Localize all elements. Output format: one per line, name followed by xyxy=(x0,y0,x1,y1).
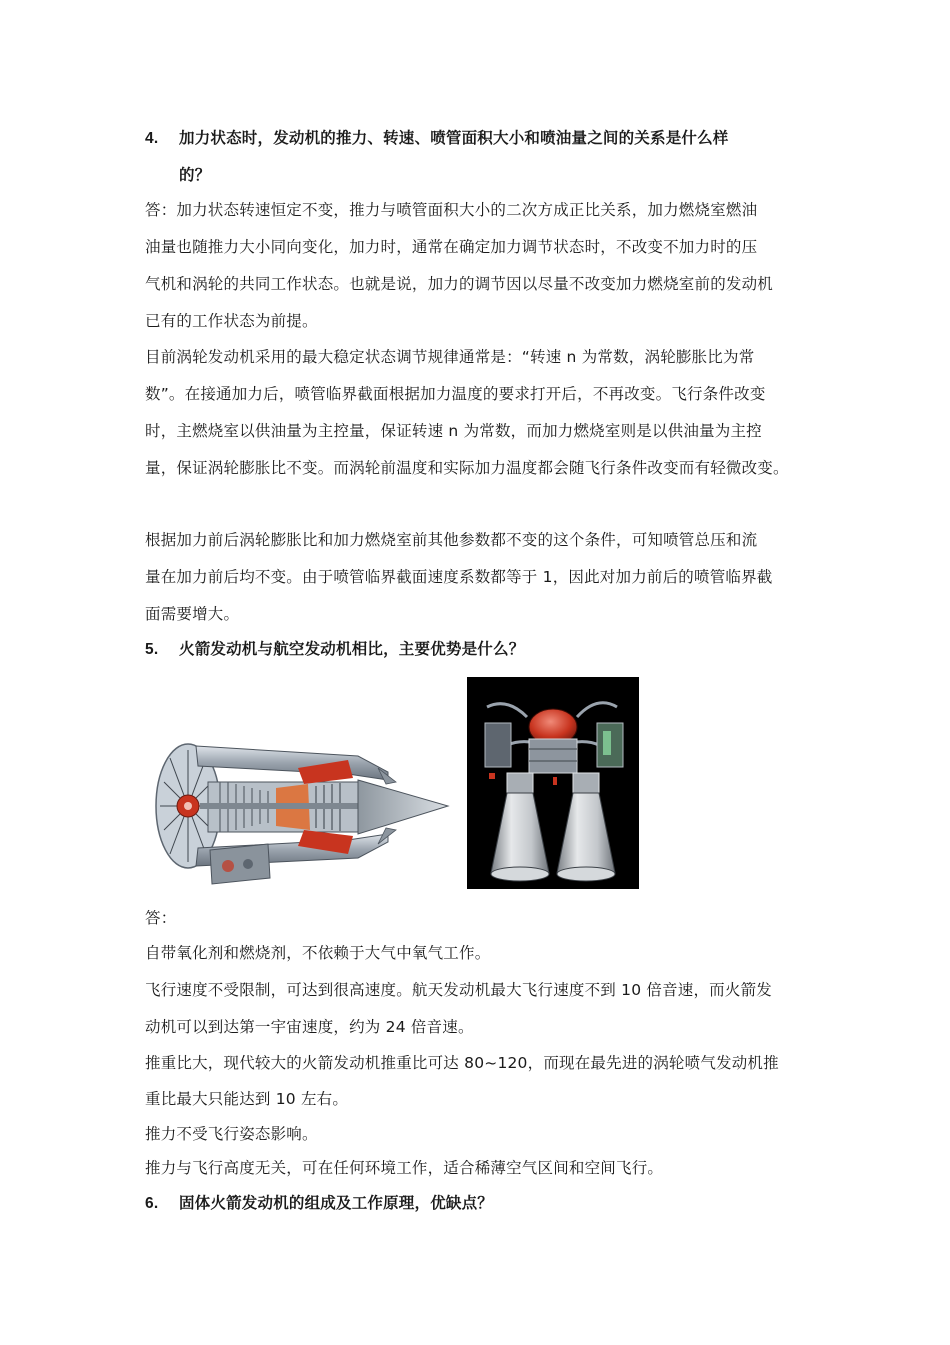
q4-answer-line: 答：加力状态转速恒定不变，推力与喷管面积大小的二次方成正比关系，加力燃烧室燃油 xyxy=(145,201,758,219)
q5-answer-line: 推力不受飞行姿态影响。 xyxy=(145,1125,318,1143)
q5-answer-line: 自带氧化剂和燃烧剂，不依赖于大气中氧气工作。 xyxy=(145,944,491,962)
q4-title-line1: 加力状态时，发动机的推力、转速、喷管面积大小和喷油量之间的关系是什么样 xyxy=(179,129,729,147)
q5-number: 5. xyxy=(145,641,159,658)
q5-answer-line: 飞行速度不受限制，可达到很高速度。航天发动机最大飞行速度不到 10 倍音速，而火箭发 xyxy=(145,981,772,999)
q4-answer-line: 量，保证涡轮膨胀比不变。而涡轮前温度和实际加力温度都会随飞行条件改变而有轻微改变。 xyxy=(145,459,789,477)
turbofan-cutaway-image xyxy=(148,738,454,890)
q4-answer-line: 目前涡轮发动机采用的最大稳定状态调节规律通常是：“转速 n 为常数，涡轮膨胀比为常 xyxy=(145,348,755,366)
q5-title: 火箭发动机与航空发动机相比，主要优势是什么？ xyxy=(179,640,525,658)
q6-number: 6. xyxy=(145,1195,159,1212)
turbofan-illustration xyxy=(148,738,454,890)
q4-answer-line: 根据加力前后涡轮膨胀比和加力燃烧室前其他参数都不变的这个条件，可知喷管总压和流 xyxy=(145,531,758,549)
q5-answer-line: 推力与飞行高度无关，可在任何环境工作，适合稀薄空气区间和空间飞行。 xyxy=(145,1159,664,1177)
q4-number: 4. xyxy=(145,130,159,147)
q5-answer-line: 推重比大，现代较大的火箭发动机推重比可达 80~120，而现在最先进的涡轮喷气发动机推 xyxy=(145,1054,779,1072)
q5-heading xyxy=(145,639,524,660)
rocket-engine-image xyxy=(467,677,639,889)
q4-answer-line: 数”。在接通加力后，喷管临界截面根据加力温度的要求打开后，不再改变。飞行条件改变 xyxy=(145,385,766,403)
q5-answer-label: 答： xyxy=(145,909,177,927)
q5-answer-line: 重比最大只能达到 10 左右。 xyxy=(145,1090,349,1108)
q4-heading xyxy=(145,128,729,149)
q4-answer-line: 已有的工作状态为前提。 xyxy=(145,312,318,330)
q5-answer-line: 动机可以到达第一宇宙速度，约为 24 倍音速。 xyxy=(145,1018,474,1036)
q4-answer-line: 气机和涡轮的共同工作状态。也就是说，加力的调节因以尽量不改变加力燃烧室前的发动机 xyxy=(145,275,774,293)
rocket-engine-illustration xyxy=(467,677,639,889)
turbofan-watermark xyxy=(150,880,152,887)
q4-answer-line: 油量也随推力大小同向变化，加力时，通常在确定加力调节状态时，不改变不加力时的压 xyxy=(145,238,758,256)
q4-answer-line: 量在加力前后均不变。由于喷管临界截面速度系数都等于 1，因此对加力前后的喷管临界截 xyxy=(145,568,773,586)
q6-title: 固体火箭发动机的组成及工作原理，优缺点？ xyxy=(179,1194,494,1212)
q4-title-line2: 的？ xyxy=(179,166,211,184)
q4-answer-line: 时，主燃烧室以供油量为主控量，保证转速 n 为常数，而加力燃烧室则是以供油量为主控 xyxy=(145,422,762,440)
q4-answer-line: 面需要增大。 xyxy=(145,605,240,623)
q6-heading xyxy=(145,1193,493,1214)
